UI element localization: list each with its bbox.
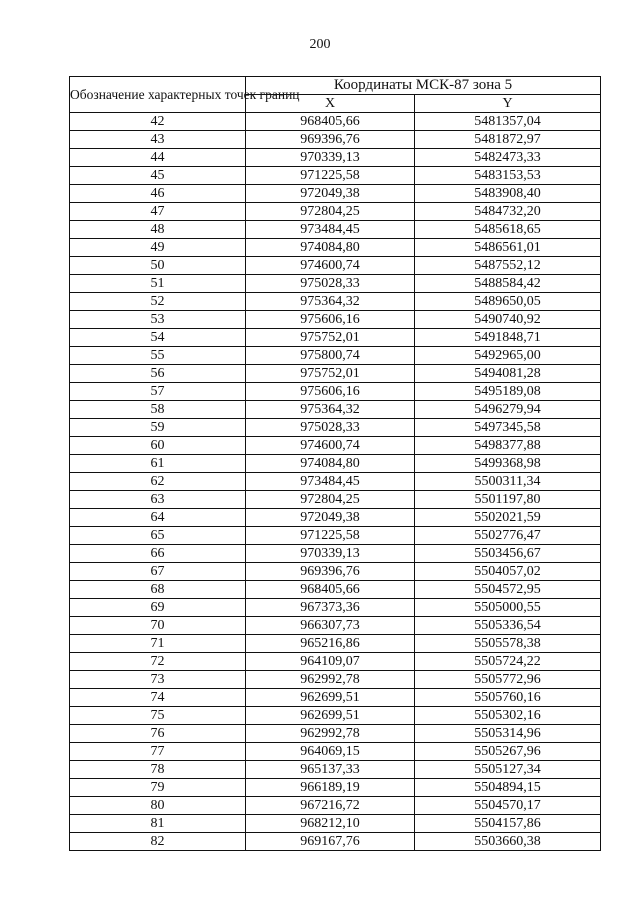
x-coordinate-cell: 975606,16 (246, 383, 415, 401)
x-coordinate-cell: 965216,86 (246, 635, 415, 653)
x-coordinate-cell: 975364,32 (246, 293, 415, 311)
table-row (70, 743, 601, 761)
table-row (70, 257, 601, 275)
table-row (70, 509, 601, 527)
point-cell: 61 (70, 455, 246, 473)
point-cell: 57 (70, 383, 246, 401)
y-coordinate-cell: 5485618,65 (415, 221, 601, 239)
y-coordinate-cell: 5483153,53 (415, 167, 601, 185)
y-coordinate-cell: 5491848,71 (415, 329, 601, 347)
table-row (70, 203, 601, 221)
point-cell: 67 (70, 563, 246, 581)
x-coordinate-cell: 964109,07 (246, 653, 415, 671)
table-row (70, 401, 601, 419)
y-coordinate-cell: 5503456,67 (415, 545, 601, 563)
table-row (70, 599, 601, 617)
table-row (70, 689, 601, 707)
y-coordinate-cell: 5505314,96 (415, 725, 601, 743)
point-cell: 77 (70, 743, 246, 761)
y-coordinate-cell: 5505724,22 (415, 653, 601, 671)
table-row (70, 581, 601, 599)
table-row (70, 635, 601, 653)
point-cell: 73 (70, 671, 246, 689)
y-coordinate-cell: 5496279,94 (415, 401, 601, 419)
y-coordinate-cell: 5487552,12 (415, 257, 601, 275)
x-coordinate-cell: 974600,74 (246, 437, 415, 455)
table-row (70, 617, 601, 635)
x-coordinate-cell: 969167,76 (246, 833, 415, 851)
table-row (70, 293, 601, 311)
y-coordinate-cell: 5505760,16 (415, 689, 601, 707)
x-coordinate-cell: 975364,32 (246, 401, 415, 419)
y-coordinate-cell: 5495189,08 (415, 383, 601, 401)
y-coordinate-cell: 5499368,98 (415, 455, 601, 473)
point-cell: 76 (70, 725, 246, 743)
point-cell: 69 (70, 599, 246, 617)
x-coordinate-cell: 962699,51 (246, 689, 415, 707)
table-row (70, 167, 601, 185)
x-coordinate-cell: 973484,45 (246, 473, 415, 491)
x-coordinate-cell: 974084,80 (246, 455, 415, 473)
point-cell: 44 (70, 149, 246, 167)
y-coordinate-cell: 5481872,97 (415, 131, 601, 149)
x-coordinate-cell: 972804,25 (246, 491, 415, 509)
x-coordinate-cell: 972049,38 (246, 509, 415, 527)
y-coordinate-cell: 5502021,59 (415, 509, 601, 527)
table-row (70, 491, 601, 509)
y-coordinate-cell: 5498377,88 (415, 437, 601, 455)
point-cell: 74 (70, 689, 246, 707)
x-coordinate-cell: 969396,76 (246, 131, 415, 149)
table-row (70, 671, 601, 689)
point-cell: 43 (70, 131, 246, 149)
table-row (70, 437, 601, 455)
table-row (70, 113, 601, 131)
point-cell: 63 (70, 491, 246, 509)
x-coordinate-cell: 975028,33 (246, 419, 415, 437)
y-coordinate-cell: 5504157,86 (415, 815, 601, 833)
point-cell: 49 (70, 239, 246, 257)
x-coordinate-cell: 964069,15 (246, 743, 415, 761)
x-coordinate-cell: 974600,74 (246, 257, 415, 275)
point-cell: 52 (70, 293, 246, 311)
y-coordinate-cell: 5502776,47 (415, 527, 601, 545)
table-row (70, 815, 601, 833)
point-cell: 46 (70, 185, 246, 203)
x-coordinate-cell: 968405,66 (246, 113, 415, 131)
table-row (70, 455, 601, 473)
y-coordinate-cell: 5489650,05 (415, 293, 601, 311)
x-coordinate-cell: 962992,78 (246, 725, 415, 743)
point-cell: 48 (70, 221, 246, 239)
y-coordinate-cell: 5501197,80 (415, 491, 601, 509)
table-row (70, 149, 601, 167)
x-coordinate-cell: 970339,13 (246, 545, 415, 563)
x-coordinate-cell: 967373,36 (246, 599, 415, 617)
x-coordinate-cell: 972049,38 (246, 185, 415, 203)
y-coordinate-cell: 5504894,15 (415, 779, 601, 797)
point-cell: 51 (70, 275, 246, 293)
coordinates-table (69, 76, 601, 851)
y-coordinate-cell: 5503660,38 (415, 833, 601, 851)
table-row (70, 329, 601, 347)
point-column-header: Обозначение характерных точек границ (70, 77, 246, 113)
x-coordinate-cell: 962992,78 (246, 671, 415, 689)
table-row (70, 725, 601, 743)
coordinates-system-header: Координаты МСК-87 зона 5 (246, 77, 601, 95)
point-cell: 45 (70, 167, 246, 185)
table-row (70, 131, 601, 149)
x-column-header: X (246, 95, 415, 113)
y-coordinate-cell: 5494081,28 (415, 365, 601, 383)
y-coordinate-cell: 5482473,33 (415, 149, 601, 167)
point-cell: 58 (70, 401, 246, 419)
point-cell: 66 (70, 545, 246, 563)
point-cell: 53 (70, 311, 246, 329)
table-row (70, 383, 601, 401)
x-coordinate-cell: 975752,01 (246, 329, 415, 347)
x-coordinate-cell: 968405,66 (246, 581, 415, 599)
x-coordinate-cell: 967216,72 (246, 797, 415, 815)
x-coordinate-cell: 973484,45 (246, 221, 415, 239)
table-header-row (70, 77, 601, 95)
table-row (70, 365, 601, 383)
point-cell: 42 (70, 113, 246, 131)
x-coordinate-cell: 968212,10 (246, 815, 415, 833)
x-coordinate-cell: 975028,33 (246, 275, 415, 293)
y-coordinate-cell: 5497345,58 (415, 419, 601, 437)
point-cell: 55 (70, 347, 246, 365)
y-coordinate-cell: 5490740,92 (415, 311, 601, 329)
point-cell: 47 (70, 203, 246, 221)
table-row (70, 761, 601, 779)
table-row (70, 347, 601, 365)
point-cell: 78 (70, 761, 246, 779)
table-row (70, 527, 601, 545)
x-coordinate-cell: 971225,58 (246, 167, 415, 185)
table-row (70, 275, 601, 293)
table-row (70, 797, 601, 815)
x-coordinate-cell: 966307,73 (246, 617, 415, 635)
table-row (70, 311, 601, 329)
point-cell: 65 (70, 527, 246, 545)
table-row (70, 473, 601, 491)
table-row (70, 419, 601, 437)
y-coordinate-cell: 5504057,02 (415, 563, 601, 581)
point-cell: 54 (70, 329, 246, 347)
y-coordinate-cell: 5505267,96 (415, 743, 601, 761)
point-cell: 71 (70, 635, 246, 653)
x-coordinate-cell: 962699,51 (246, 707, 415, 725)
point-cell: 79 (70, 779, 246, 797)
table-row (70, 707, 601, 725)
y-coordinate-cell: 5505336,54 (415, 617, 601, 635)
table-row (70, 221, 601, 239)
x-coordinate-cell: 970339,13 (246, 149, 415, 167)
x-coordinate-cell: 975752,01 (246, 365, 415, 383)
y-coordinate-cell: 5481357,04 (415, 113, 601, 131)
y-coordinate-cell: 5488584,42 (415, 275, 601, 293)
y-coordinate-cell: 5504570,17 (415, 797, 601, 815)
x-coordinate-cell: 969396,76 (246, 563, 415, 581)
point-cell: 62 (70, 473, 246, 491)
table-row (70, 653, 601, 671)
y-coordinate-cell: 5505772,96 (415, 671, 601, 689)
point-cell: 60 (70, 437, 246, 455)
point-cell: 80 (70, 797, 246, 815)
point-cell: 72 (70, 653, 246, 671)
x-coordinate-cell: 972804,25 (246, 203, 415, 221)
y-coordinate-cell: 5492965,00 (415, 347, 601, 365)
x-coordinate-cell: 971225,58 (246, 527, 415, 545)
table-row (70, 185, 601, 203)
table-row (70, 833, 601, 851)
table-row (70, 779, 601, 797)
y-coordinate-cell: 5505000,55 (415, 599, 601, 617)
point-cell: 50 (70, 257, 246, 275)
point-cell: 59 (70, 419, 246, 437)
point-cell: 56 (70, 365, 246, 383)
table-body (70, 113, 601, 851)
y-coordinate-cell: 5483908,40 (415, 185, 601, 203)
point-cell: 68 (70, 581, 246, 599)
y-coordinate-cell: 5484732,20 (415, 203, 601, 221)
point-cell: 81 (70, 815, 246, 833)
x-coordinate-cell: 965137,33 (246, 761, 415, 779)
x-coordinate-cell: 975800,74 (246, 347, 415, 365)
point-cell: 64 (70, 509, 246, 527)
x-coordinate-cell: 966189,19 (246, 779, 415, 797)
point-cell: 82 (70, 833, 246, 851)
page-number: 200 (309, 37, 331, 52)
y-coordinate-cell: 5486561,01 (415, 239, 601, 257)
table-row (70, 545, 601, 563)
point-cell: 75 (70, 707, 246, 725)
y-coordinate-cell: 5504572,95 (415, 581, 601, 599)
y-coordinate-cell: 5505127,34 (415, 761, 601, 779)
table-row (70, 563, 601, 581)
x-coordinate-cell: 975606,16 (246, 311, 415, 329)
y-coordinate-cell: 5505302,16 (415, 707, 601, 725)
table-row (70, 239, 601, 257)
y-column-header: Y (415, 95, 601, 113)
point-cell: 70 (70, 617, 246, 635)
y-coordinate-cell: 5505578,38 (415, 635, 601, 653)
x-coordinate-cell: 974084,80 (246, 239, 415, 257)
y-coordinate-cell: 5500311,34 (415, 473, 601, 491)
